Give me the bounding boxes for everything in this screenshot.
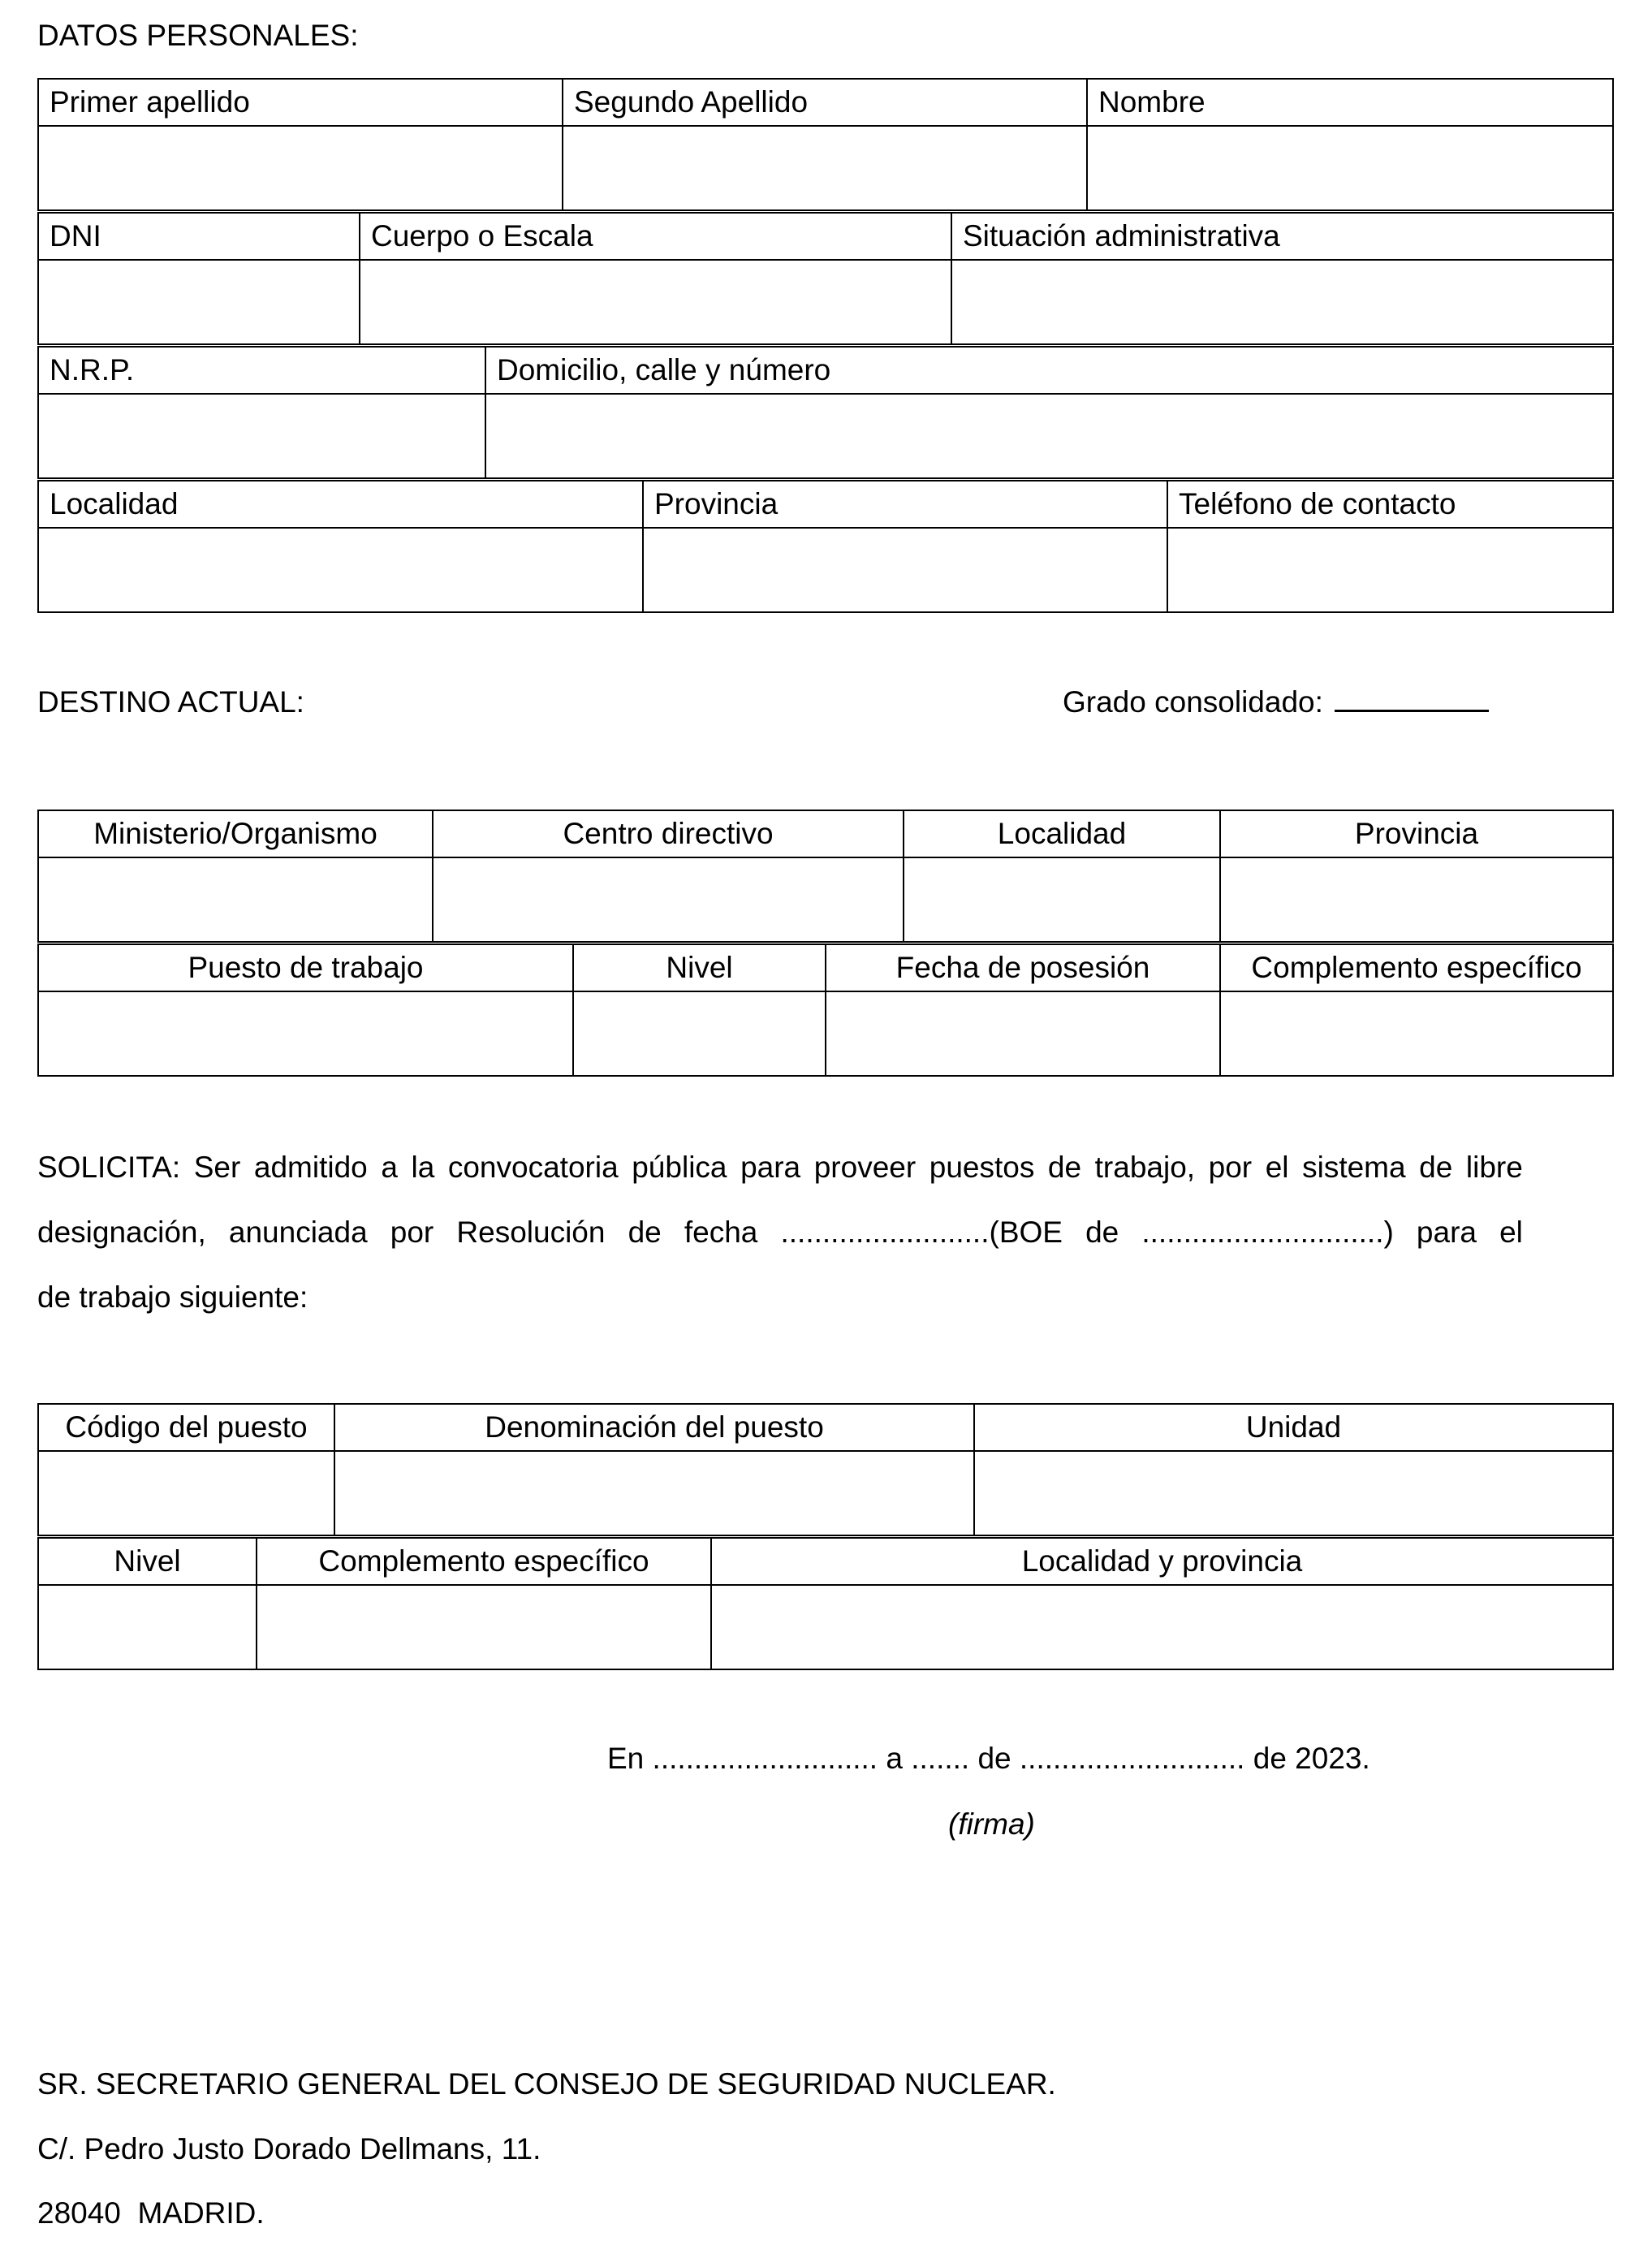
puesto-complemento-especifico-label: Complemento específico <box>257 1538 711 1585</box>
primer-apellido-label: Primer apellido <box>38 79 563 126</box>
fecha-posesion-label: Fecha de posesión <box>826 944 1220 991</box>
domicilio-field[interactable] <box>485 394 1613 478</box>
cuerpo-escala-label: Cuerpo o Escala <box>360 213 951 260</box>
fecha-posesion-field[interactable] <box>826 991 1220 1076</box>
primer-apellido-field[interactable] <box>38 126 563 210</box>
segundo-apellido-field[interactable] <box>563 126 1087 210</box>
destinatario-line-1: SR. SECRETARIO GENERAL DEL CONSEJO DE SEGURIDAD NUCLEAR. <box>37 2067 1056 2101</box>
destino-localidad-field[interactable] <box>904 857 1220 942</box>
destinatario-line-3: 28040 MADRID. <box>37 2196 265 2230</box>
telefono-contacto-label: Teléfono de contacto <box>1167 481 1613 528</box>
centro-directivo-label: Centro directivo <box>433 810 904 857</box>
codigo-puesto-label: Código del puesto <box>38 1404 334 1451</box>
provincia-label: Provincia <box>643 481 1167 528</box>
puesto-trabajo-label: Puesto de trabajo <box>38 944 573 991</box>
centro-directivo-field[interactable] <box>433 857 904 942</box>
localidad-label: Localidad <box>38 481 643 528</box>
destino-provincia-label: Provincia <box>1220 810 1613 857</box>
telefono-contacto-field[interactable] <box>1167 528 1613 612</box>
datos-personales-table-row3 <box>37 346 1614 479</box>
destino-complemento-especifico-label: Complemento específico <box>1220 944 1613 991</box>
grado-consolidado-label: Grado consolidado: <box>1063 685 1323 719</box>
datos-personales-table-row2 <box>37 212 1614 345</box>
boe-blank[interactable]: de <box>1085 1216 1119 1249</box>
ministerio-organismo-field[interactable] <box>38 857 433 942</box>
dni-field[interactable] <box>38 260 360 344</box>
nombre-label: Nombre <box>1087 79 1613 126</box>
localidad-provincia-field[interactable] <box>711 1585 1613 1669</box>
denominacion-puesto-field[interactable] <box>334 1451 974 1535</box>
puesto-table-row1 <box>37 1403 1614 1536</box>
situacion-administrativa-field[interactable] <box>951 260 1613 344</box>
destino-actual-heading: DESTINO ACTUAL: <box>37 685 304 719</box>
grado-consolidado <box>1063 684 1489 720</box>
nrp-field[interactable] <box>38 394 485 478</box>
nombre-field[interactable] <box>1087 126 1613 210</box>
puesto-nivel-label: Nivel <box>38 1538 257 1585</box>
destino-complemento-especifico-field[interactable] <box>1220 991 1613 1076</box>
destino-nivel-label: Nivel <box>573 944 826 991</box>
fecha-resolucion-blank[interactable]: fecha <box>684 1216 758 1249</box>
destinatario-line-2: C/. Pedro Justo Dorado Dellmans, 11. <box>37 2132 541 2165</box>
cuerpo-escala-field[interactable] <box>360 260 951 344</box>
datos-personales-heading: DATOS PERSONALES: <box>37 19 359 52</box>
destino-nivel-field[interactable] <box>573 991 826 1076</box>
situacion-administrativa-label: Situación administrativa <box>951 213 1613 260</box>
puesto-trabajo-field[interactable] <box>38 991 573 1076</box>
localidad-provincia-label: Localidad y provincia <box>711 1538 1613 1585</box>
unidad-field[interactable] <box>974 1451 1613 1535</box>
domicilio-label: Domicilio, calle y número <box>485 347 1613 394</box>
destino-actual-table-row1 <box>37 810 1614 943</box>
date-line: En ........................... a ....... de ........................... de 2023. <box>607 1742 1370 1775</box>
dni-label: DNI <box>38 213 360 260</box>
localidad-field[interactable] <box>38 528 643 612</box>
grado-consolidado-field[interactable] <box>1335 685 1489 712</box>
denominacion-puesto-label: Denominación del puesto <box>334 1404 974 1451</box>
solicita-line-2: designación, anunciada por Resolución de fecha .........................(BOE de .............................) para el <box>37 1200 1523 1265</box>
datos-personales-table-row4 <box>37 480 1614 613</box>
ministerio-organismo-label: Ministerio/Organismo <box>38 810 433 857</box>
solicita-line-1: SOLICITA: Ser admitido a la convocatoria pública para proveer puestos de trabajo, por el sistema de libre <box>37 1151 1523 1184</box>
firma-label: (firma) <box>948 1807 1035 1841</box>
provincia-field[interactable] <box>643 528 1167 612</box>
puesto-nivel-field[interactable] <box>38 1585 257 1669</box>
puesto-complemento-especifico-field[interactable] <box>257 1585 711 1669</box>
solicita-line-3: de trabajo siguiente: <box>37 1280 308 1314</box>
solicita-paragraph <box>37 1135 1523 1330</box>
puesto-table-row2 <box>37 1537 1614 1670</box>
nrp-label: N.R.P. <box>38 347 485 394</box>
datos-personales-table-row1 <box>37 78 1614 211</box>
unidad-label: Unidad <box>974 1404 1613 1451</box>
destino-provincia-field[interactable] <box>1220 857 1613 942</box>
segundo-apellido-label: Segundo Apellido <box>563 79 1087 126</box>
codigo-puesto-field[interactable] <box>38 1451 334 1535</box>
destino-actual-table-row2 <box>37 943 1614 1077</box>
destino-localidad-label: Localidad <box>904 810 1220 857</box>
